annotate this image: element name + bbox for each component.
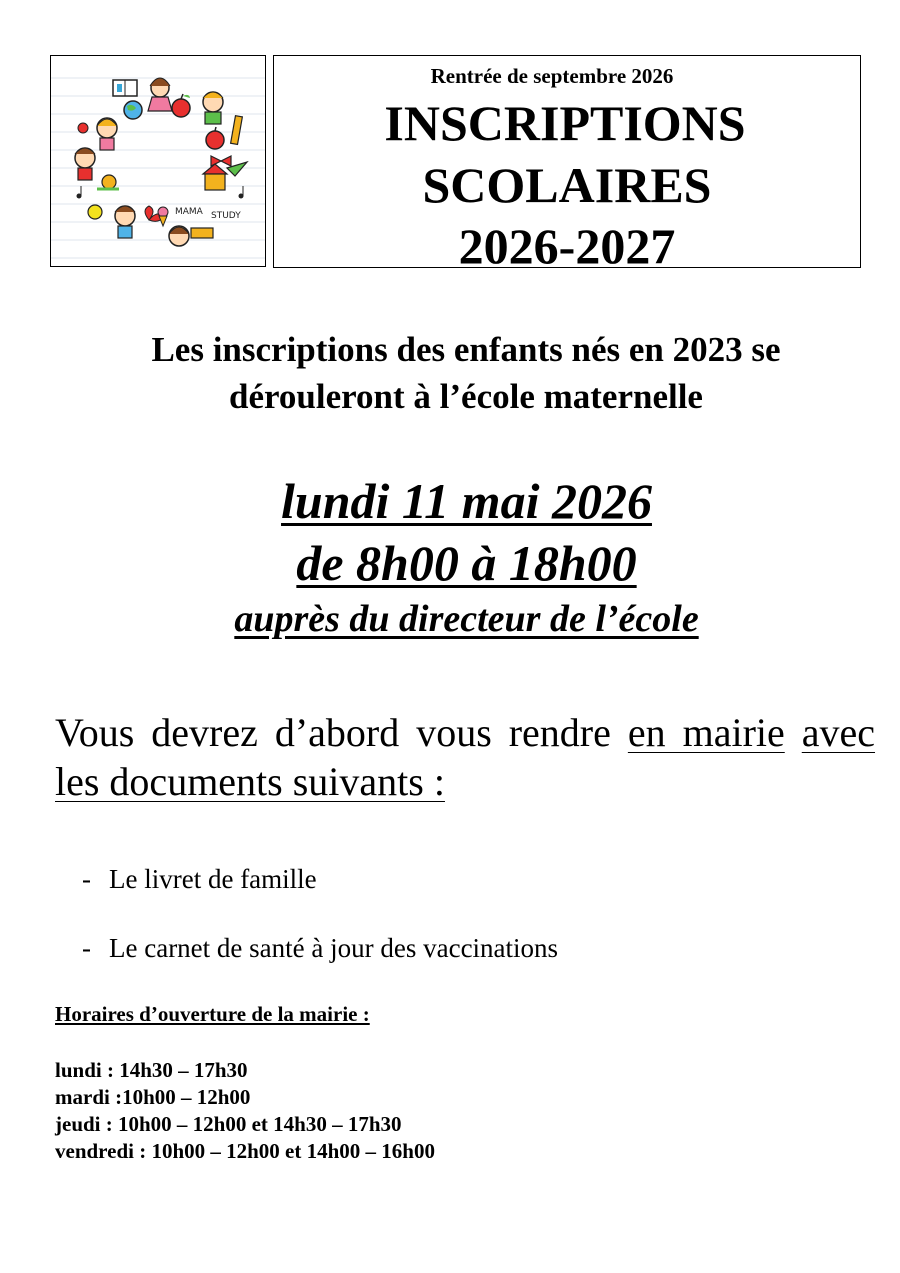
title-line-1: INSCRIPTIONS <box>384 95 746 151</box>
instructions-part-1: Vous devrez d’abord vous rendre <box>55 710 628 755</box>
pencil-icon <box>231 116 243 145</box>
children-wreath-illustration <box>51 56 265 266</box>
title-line-2: SCOLAIRES <box>422 157 712 213</box>
apple-icon <box>172 94 190 117</box>
list-item-label: Le carnet de santé à jour des vaccinations <box>109 933 559 963</box>
hours-list <box>55 1057 435 1165</box>
boy-figure-icon <box>203 92 223 124</box>
girl-figure-icon <box>97 118 117 150</box>
ice-cream-icon <box>158 207 168 226</box>
intro-line-2: dérouleront à l’école maternelle <box>229 377 703 416</box>
boy-figure-icon <box>115 206 135 238</box>
globe-icon <box>124 101 142 119</box>
instructions-text <box>55 708 875 806</box>
date-time: de 8h00 à 18h00 <box>296 535 637 591</box>
instructions-documents: avec les documents suivants : <box>55 710 876 804</box>
hours-line-jeudi: jeudi : 10h00 – 12h00 et 14h30 – 17h30 <box>55 1112 402 1136</box>
hours-line-mardi: mardi :10h00 – 12h00 <box>55 1085 251 1109</box>
snail-icon <box>97 175 119 189</box>
apple-icon <box>206 127 224 149</box>
list-item <box>82 933 558 963</box>
intro-line-1: Les inscriptions des enfants nés en 2023 se <box>151 330 781 369</box>
music-note-icon <box>239 186 244 199</box>
boy-figure-icon <box>75 148 95 180</box>
girl-figure-icon <box>148 78 172 111</box>
list-item <box>82 864 317 894</box>
instructions-mairie: en mairie <box>627 710 785 755</box>
ladybug-icon <box>78 123 88 133</box>
title-line-3: 2026-2027 <box>458 218 676 274</box>
hours-title: Horaires d’ouverture de la mairie : <box>55 1002 370 1026</box>
hours-line-lundi: lundi : 14h30 – 17h30 <box>55 1058 248 1082</box>
title-box <box>273 55 861 274</box>
illustration-text-mama: MAMA <box>175 207 203 217</box>
music-note-icon <box>77 186 82 199</box>
sun-icon <box>88 205 102 219</box>
book-icon <box>113 80 137 96</box>
title-subtitle: Rentrée de septembre 2026 <box>430 64 674 88</box>
list-dash: - <box>82 933 91 963</box>
date-place: auprès du directeur de l’école <box>234 598 699 640</box>
list-dash: - <box>82 864 91 894</box>
illustration-text-study: STUDY <box>211 211 241 221</box>
girl-figure-icon <box>169 226 213 246</box>
illustration-box <box>50 55 266 267</box>
list-item-label: Le livret de famille <box>109 864 317 894</box>
date-day: lundi 11 mai 2026 <box>281 473 652 529</box>
intro-text <box>40 326 892 420</box>
hours-line-vendredi: vendredi : 10h00 – 12h00 et 14h00 – 16h00 <box>55 1139 435 1163</box>
